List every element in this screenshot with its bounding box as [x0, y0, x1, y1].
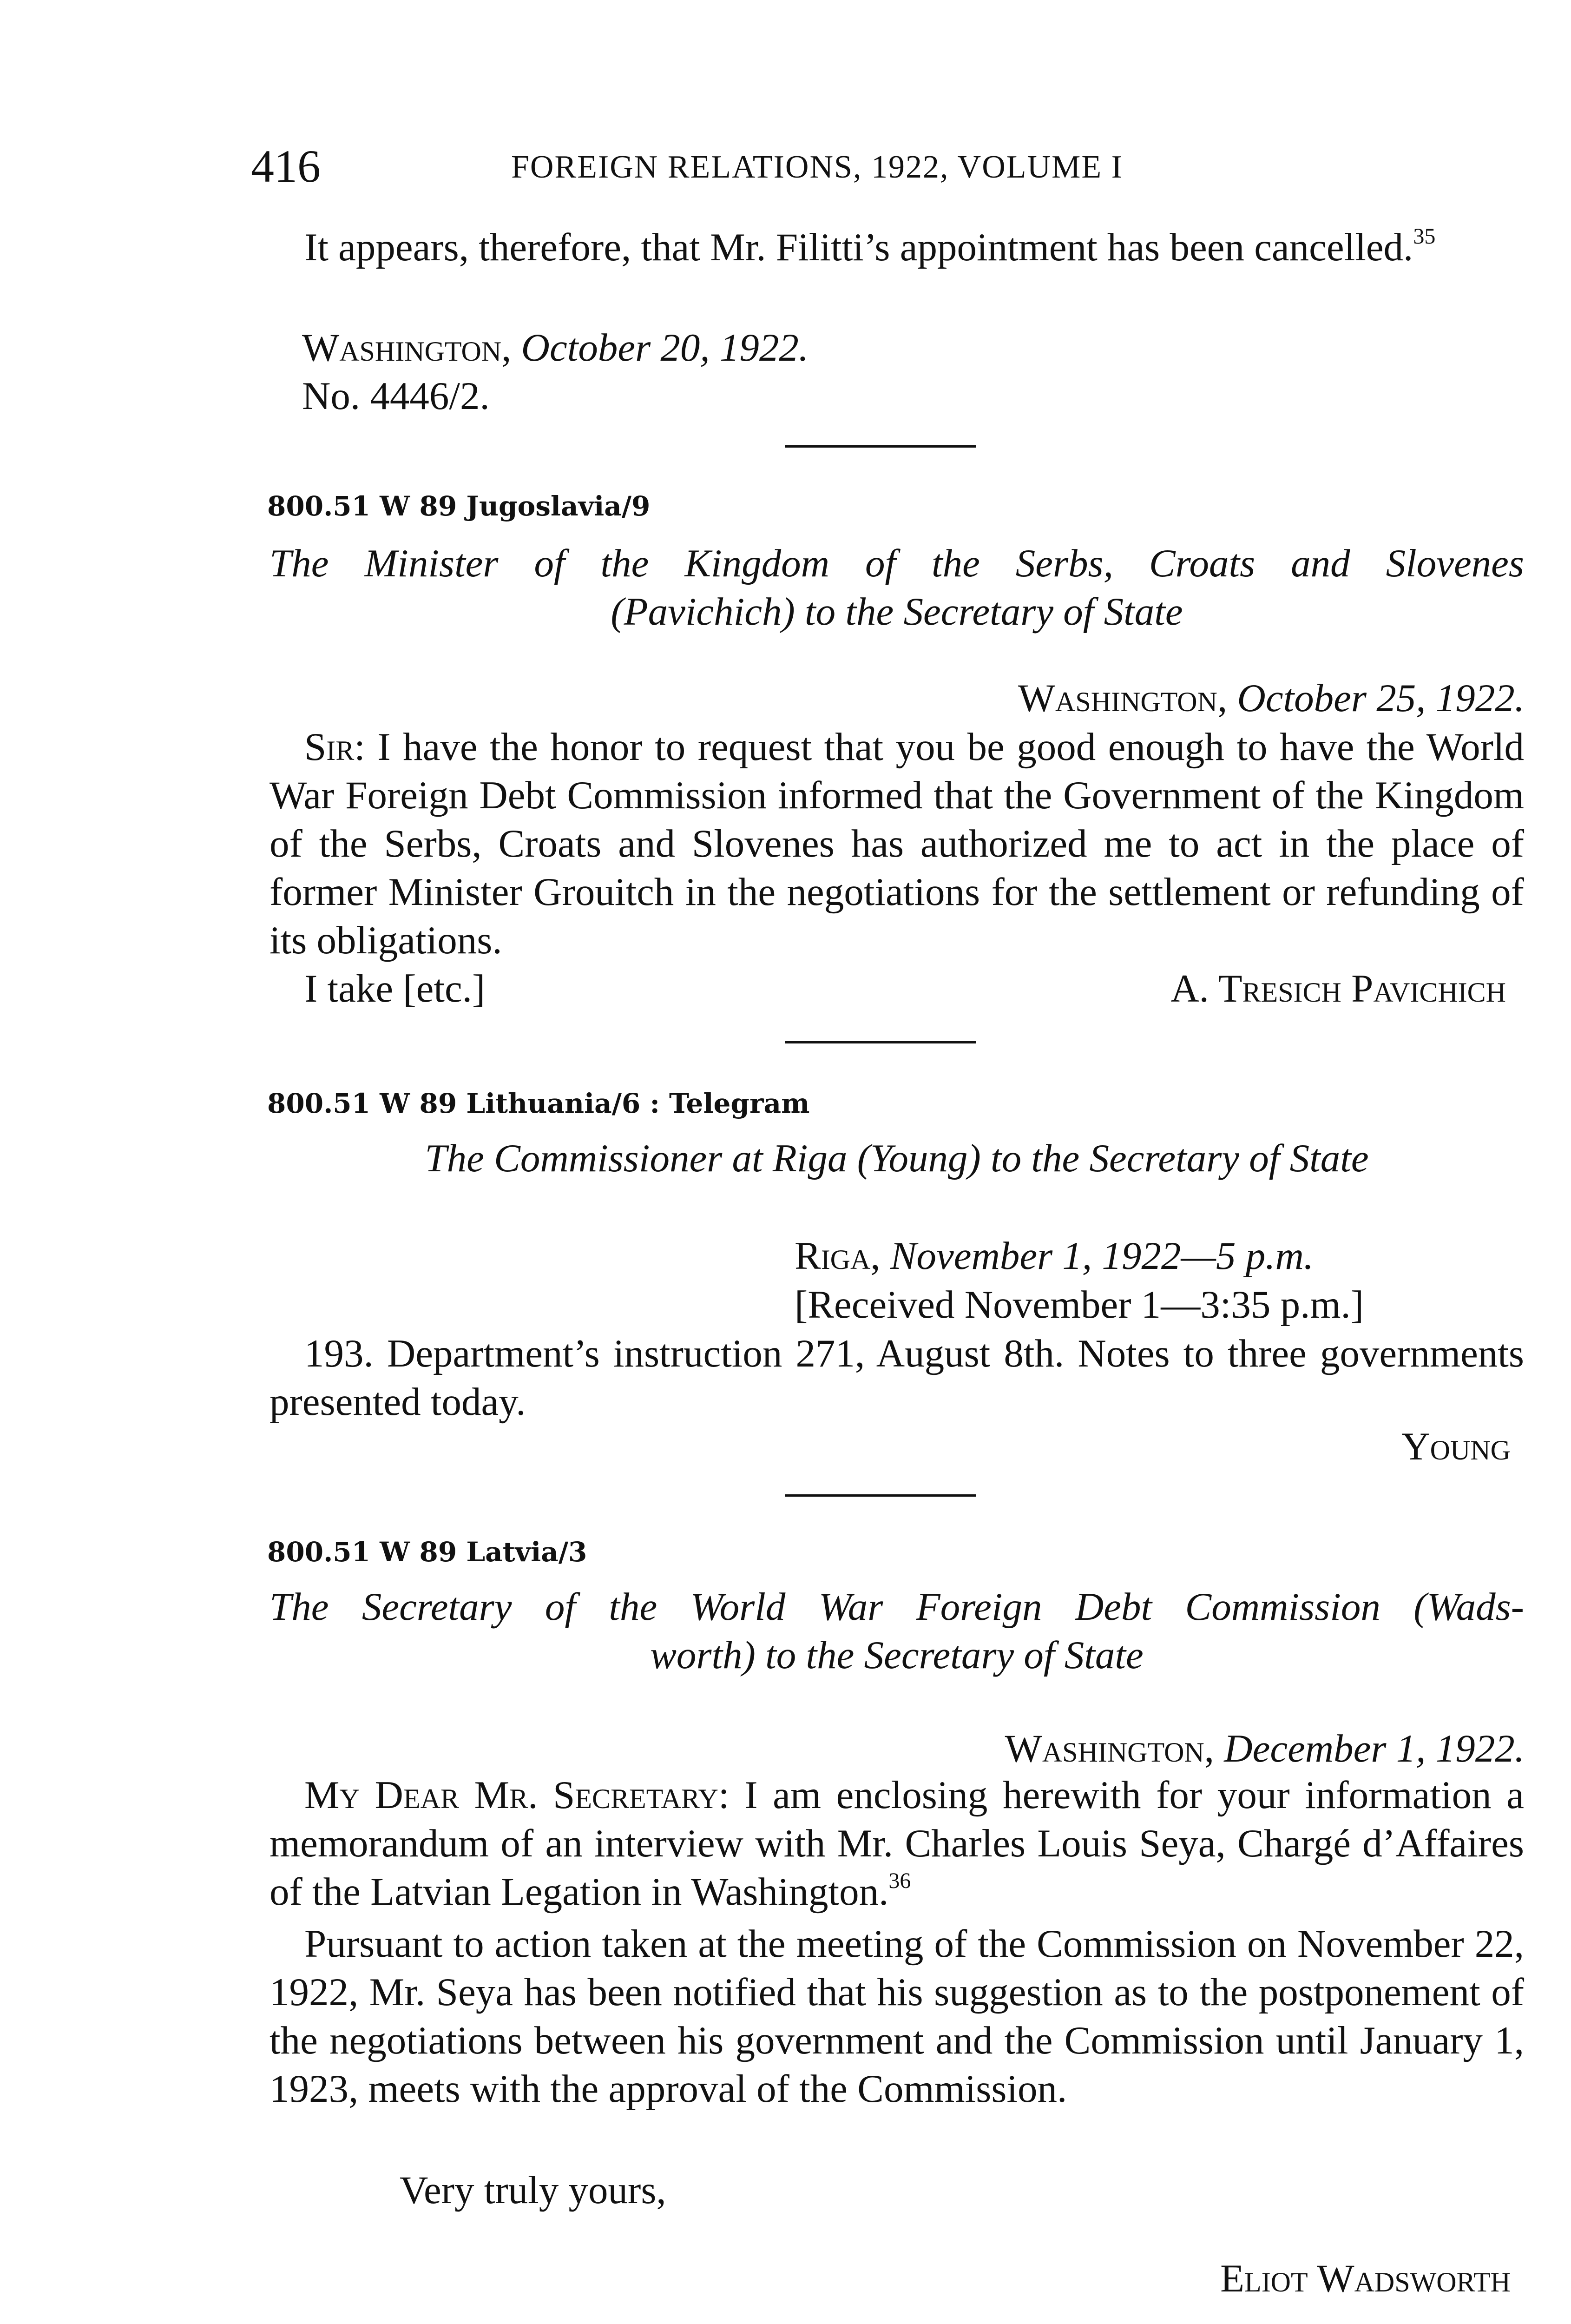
- doc3-dateline: [1005, 1724, 1525, 1773]
- doc1-file-number: 800.51 W 89 Jugoslavia/9: [267, 490, 651, 522]
- running-head: FOREIGN RELATIONS, 1922, VOLUME I: [511, 149, 1123, 185]
- doc1-signature: A. Tresich Pavichich: [1170, 967, 1506, 1010]
- doc2-place: Riga,: [795, 1234, 881, 1278]
- doc3-file-number: 800.51 W 89 Latvia/3: [267, 1536, 587, 1568]
- doc2-signature: Young: [1401, 1425, 1511, 1468]
- doc2-body: 193. Department’s instruction 271, August 8th. Notes to three governments presented today.: [270, 1332, 1524, 1424]
- doc1-dateline: [1018, 674, 1525, 722]
- doc1-title-line2: (Pavichich) to the Secretary of State: [611, 590, 1183, 634]
- doc3-date: December 1, 1922.: [1224, 1727, 1525, 1770]
- doc3-place: Washington,: [1005, 1727, 1214, 1770]
- doc2-dateline: [795, 1232, 1314, 1280]
- doc3-paragraph-2: Pursuant to action taken at the meeting of the Commission on November 22, 1922, Mr. Seya has been notified that his suggestion as to the postponement of the negotiations between his government and the Commission until January 1, 1923, meets with the approval of the Commission.: [270, 1922, 1524, 2111]
- doc1-body: Sir: I have the honor to request that you be good enough to have the World War Foreign Debt Commission informed that the Government of the Kingdom of the Serbs, Croats and Slovenes has authorized me to act in the place of former Minister Grouitch in the negotiations for the settlement or refunding of its obligations.: [270, 725, 1525, 962]
- doc2-title: The Commissioner at Riga (Young) to the Secretary of State: [425, 1136, 1369, 1180]
- doc1-title-line1: The Minister of the Kingdom of the Serbs, Croats and Slovenes: [270, 541, 1524, 585]
- page-number: 416: [251, 140, 321, 192]
- separator-rule: [785, 1494, 976, 1497]
- doc3-signature: Eliot Wadsworth: [1220, 2257, 1511, 2300]
- doc1-closing: I take [etc.]: [304, 967, 486, 1010]
- page-header: [251, 139, 1547, 191]
- doc3-salutation: My Dear Mr. Secretary:: [304, 1773, 730, 1817]
- footnote-ref-35: 35: [1413, 224, 1436, 249]
- separator-rule: [785, 445, 976, 448]
- doc2-file-number: 800.51 W 89 Lithuania/6 : Telegram: [267, 1088, 810, 1119]
- doc1-title: [270, 539, 1524, 636]
- doc0-dateline: [302, 324, 809, 372]
- doc3-title: [270, 1583, 1524, 1679]
- doc0-date: October 20, 1922.: [521, 326, 809, 370]
- doc1-date: October 25, 1922.: [1237, 676, 1525, 720]
- doc1-place: Washington,: [1018, 676, 1228, 720]
- doc0-number: No. 4446/2.: [302, 374, 490, 418]
- doc1-salutation: Sir:: [304, 725, 365, 769]
- doc3-paragraph-1: My Dear Mr. Secretary: I am enclosing herewith for your information a memorandum of an interview with Mr. Charles Louis Seya, Chargé d’Affaires of the Latvian Legation in Washington.$^{36}$: [270, 1773, 1525, 1914]
- doc3-title-line1: The Secretary of the World War Foreign Debt Commission (Wads-: [270, 1585, 1524, 1629]
- doc3-closing: Very truly yours,: [400, 2168, 666, 2212]
- doc2-received: [Received November 1—3:35 p.m.]: [795, 1283, 1364, 1327]
- doc0-place: Washington,: [302, 326, 512, 370]
- footnote-ref-36: 36: [888, 1868, 911, 1893]
- doc2-date: November 1, 1922—5 p.m.: [890, 1234, 1314, 1278]
- separator-rule: [785, 1041, 976, 1043]
- continuation-paragraph: It appears, therefore, that Mr. Filitti’s appointment has been cancelled.$^{35}$: [304, 224, 1436, 269]
- doc3-title-line2: worth) to the Secretary of State: [650, 1633, 1144, 1677]
